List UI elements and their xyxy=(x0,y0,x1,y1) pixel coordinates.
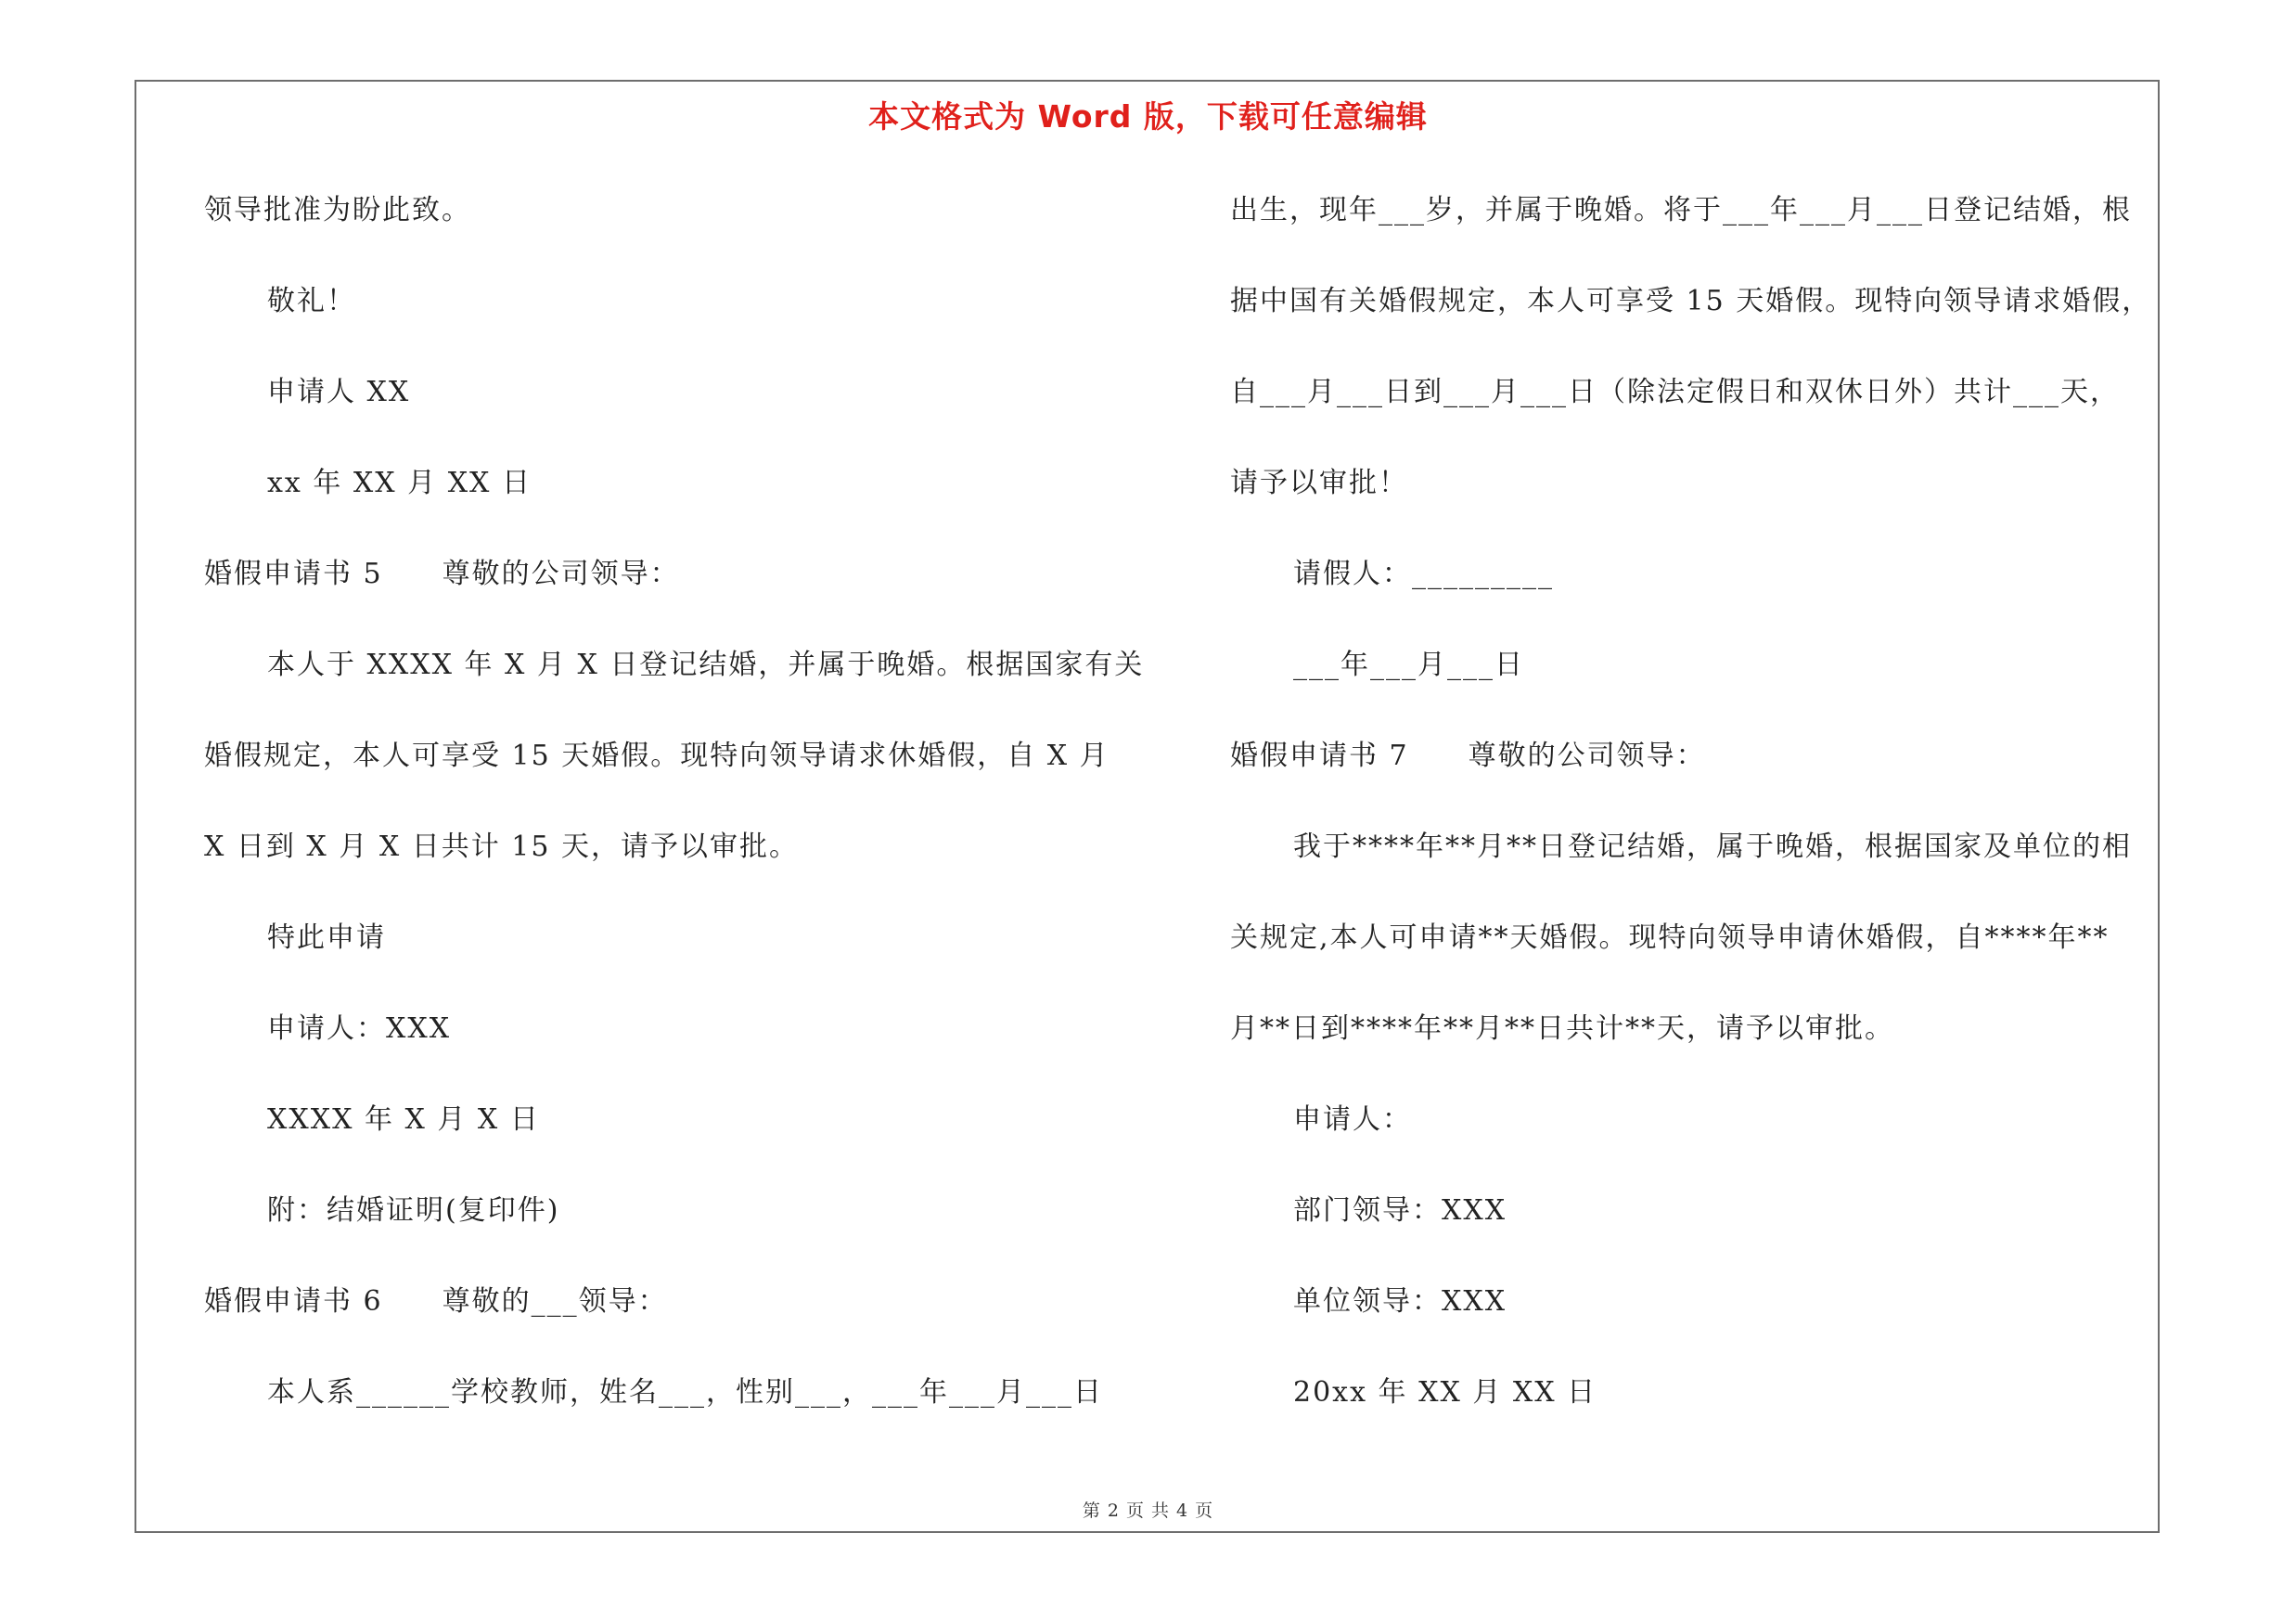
text-line: 本人于 XXXX 年 X 月 X 日登记结婚，并属于晚婚。根据国家有关 xyxy=(267,649,1145,681)
text-line: 申请人 XX xyxy=(267,376,411,408)
text-line: 特此申请 xyxy=(267,921,386,954)
text-line: 部门领导：XXX xyxy=(1293,1194,1507,1227)
text-line: xx 年 XX 月 XX 日 xyxy=(267,467,532,499)
text-line: 出生，现年___岁，并属于晚婚。将于___年___月___日登记结婚，根 xyxy=(1230,194,2132,226)
left-text-column xyxy=(204,186,1145,1459)
text-line: 我于****年**月**日登记结婚，属于晚婚，根据国家及单位的相 xyxy=(1293,831,2132,863)
text-line: 领导批准为盼此致。 xyxy=(204,194,471,226)
text-line: 单位领导：XXX xyxy=(1293,1285,1507,1318)
format-notice: 本文格式为 Word 版，下载可任意编辑 xyxy=(868,98,1428,135)
text-line: X 日到 X 月 X 日共计 15 天，请予以审批。 xyxy=(204,831,799,863)
text-line: 附：结婚证明(复印件) xyxy=(267,1194,560,1227)
text-line: 申请人： xyxy=(1293,1103,1412,1136)
text-line: 婚假申请书 6 尊敬的___领导： xyxy=(204,1285,668,1318)
text-line: 请予以审批！ xyxy=(1230,467,1408,499)
right-text-column xyxy=(1230,186,2158,1459)
text-line: 据中国有关婚假规定，本人可享受 15 天婚假。现特向领导请求婚假， xyxy=(1230,285,2152,317)
text-line: ___年___月___日 xyxy=(1293,649,1524,681)
text-line: 关规定,本人可申请**天婚假。现特向领导申请休婚假，自****年** xyxy=(1230,921,2110,954)
text-line: 婚假规定，本人可享受 15 天婚假。现特向领导请求休婚假，自 X 月 xyxy=(204,740,1110,772)
text-line: 婚假申请书 5 尊敬的公司领导： xyxy=(204,558,680,590)
text-line: 婚假申请书 7 尊敬的公司领导： xyxy=(1230,740,1706,772)
text-line: 敬礼！ xyxy=(267,285,356,317)
text-line: 自___月___日到___月___日（除法定假日和双休日外）共计___天， xyxy=(1230,376,2120,408)
text-line: 20xx 年 XX 月 XX 日 xyxy=(1293,1376,1597,1409)
text-line: 请假人：_________ xyxy=(1293,558,1554,590)
text-line: 申请人：XXX xyxy=(267,1012,452,1045)
text-line: 月**日到****年**月**日共计**天，请予以审批。 xyxy=(1230,1012,1894,1045)
text-line: 本人系______学校教师，姓名___，性别___，___年___月___日 xyxy=(267,1376,1103,1409)
page-number-footer: 第 2 页 共 4 页 xyxy=(1082,1501,1214,1521)
text-line: XXXX 年 X 月 X 日 xyxy=(267,1103,540,1136)
